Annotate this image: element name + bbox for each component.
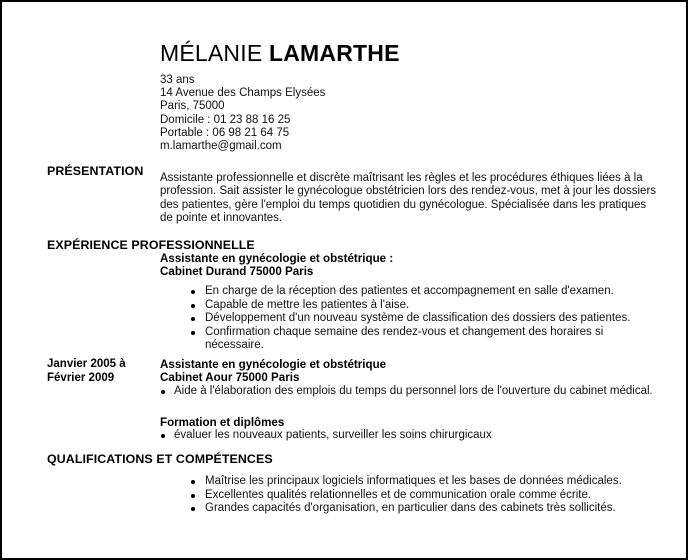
- presentation-label-column: [47, 164, 160, 178]
- experience-entry-2-detail-column: [160, 358, 660, 398]
- contact-age: 33 ans: [160, 74, 195, 86]
- qualifications-label-column: [47, 452, 273, 466]
- presentation-body-column: [160, 172, 660, 226]
- contact-street: 14 Avenue des Champs Elysées: [160, 87, 326, 100]
- candidate-family-name: LAMARTHE: [268, 40, 400, 66]
- experience-entry-2-title: Assistante en gynécologie et obstétrique: [160, 358, 387, 371]
- experience-entry-1-title: Assistante en gynécologie et obstétrique :: [160, 252, 394, 265]
- resume-header: [160, 40, 630, 153]
- contact-mobile-phone: Portable : 06 98 21 64 75: [160, 126, 290, 139]
- education-column: [160, 416, 660, 443]
- list-item: Excellentes qualités relationnelles et de communication orale comme écrite.: [188, 489, 658, 503]
- list-item: Grandes capacités d'organisation, en particulier dans des cabinets très sollicités.: [188, 502, 658, 516]
- contact-home-phone: Domicile : 01 23 88 16 25: [160, 113, 291, 126]
- qualifications-bullet-column: [188, 475, 658, 516]
- resume-content: [2, 2, 686, 558]
- experience-entry-1-bullet-column: [188, 285, 648, 353]
- list-item: En charge de la réception des patientes et accompagnement en salle d'examen.: [188, 285, 648, 299]
- candidate-name: [160, 40, 630, 66]
- experience-entry-1-employer: Cabinet Durand 75000 Paris: [160, 265, 314, 279]
- list-item: évaluer les nouveaux patients, surveiller les soins chirurgicaux: [160, 429, 660, 443]
- list-item: Maîtrise les principaux logiciels informatiques et les bases de données médicales.: [188, 475, 658, 489]
- education-heading: Formation et diplômes: [160, 416, 285, 429]
- contact-block: [160, 74, 630, 153]
- qualifications-heading: QUALIFICATIONS ET COMPÉTENCES: [47, 452, 273, 466]
- experience-heading: EXPÉRIENCE PROFESSIONNELLE: [47, 238, 255, 252]
- experience-entry-1: [160, 252, 660, 279]
- experience-entry-2-dates-column: [47, 358, 160, 385]
- list-item: Confirmation chaque semaine des rendez-vous et changement des horaires si nécessaire.: [188, 326, 648, 353]
- presentation-heading: PRÉSENTATION: [47, 164, 144, 178]
- bullet-list: [160, 429, 660, 443]
- bullet-list: [188, 285, 648, 353]
- experience-entry-2-dates: Janvier 2005 à Février 2009: [47, 358, 126, 384]
- experience-entry-2-employer: Cabinet Aour 75000 Paris: [160, 371, 300, 385]
- contact-email: m.lamarthe@gmail.com: [160, 140, 282, 153]
- presentation-paragraph: Assistante professionnelle et discrète maîtrisant les règles et les procédures éthiques liées à la profession. Sait assister le gynécologue obstétricien lors des rendez-vous, met à jour les dossiers des patientes, gère l'emploi du temps quotidien du gynécologue. Spécialisée dans les pratiques de pointe et innovantes.: [160, 172, 657, 225]
- list-item: Aide à l'élaboration des emplois du temps du personnel lors de l'ouverture du cabinet médical.: [160, 385, 660, 399]
- list-item: Capable de mettre les patientes à l'aise.: [188, 299, 648, 313]
- bullet-list: [188, 475, 658, 516]
- list-item: Développement d'un nouveau système de classification des dossiers des patientes.: [188, 312, 648, 326]
- experience-label-column: [47, 238, 255, 252]
- contact-city: Paris, 75000: [160, 100, 225, 113]
- bullet-list: [160, 385, 660, 399]
- candidate-given-name: MÉLANIE: [160, 40, 269, 66]
